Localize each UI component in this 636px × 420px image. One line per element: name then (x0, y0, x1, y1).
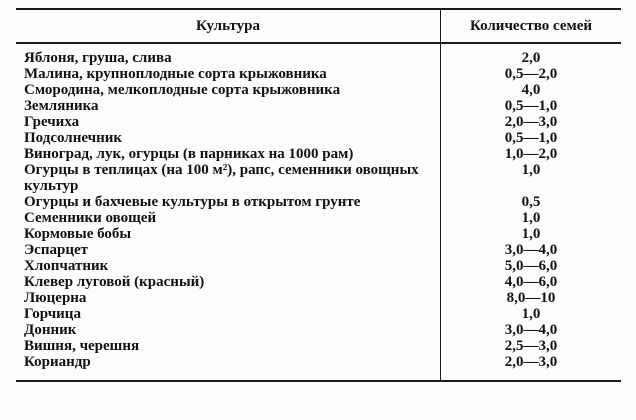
culture-cell: Донник (16, 322, 441, 338)
amount-cell: 4,0—6,0 (504, 274, 558, 290)
amount-cell: 2,5—3,0 (504, 338, 558, 354)
amount-cell: 3,0—4,0 (504, 242, 558, 258)
table-row (16, 130, 621, 146)
culture-cell: Подсолнечник (16, 130, 441, 146)
amount-cell: 0,5—2,0 (504, 66, 558, 82)
culture-cell: Гречиха (16, 114, 441, 130)
amount-cell: 1,0—2,0 (504, 146, 558, 162)
table-row (16, 322, 621, 338)
amount-cell: 2,0—3,0 (504, 114, 558, 130)
culture-cell: Клевер луговой (красный) (16, 274, 441, 290)
table-row (16, 242, 621, 258)
amount-cell: 2,0 (521, 50, 541, 66)
table-row (16, 258, 621, 274)
culture-cell: Виноград, лук, огурцы (в парниках на 1000 рам) (16, 146, 441, 162)
header-amount: Количество семей (441, 9, 622, 43)
amount-cell: 4,0 (521, 82, 541, 98)
culture-cell: Огурцы и бахчевые культуры в открытом грунте (16, 194, 441, 210)
table-row (16, 210, 621, 226)
culture-cell: Эспарцет (16, 242, 441, 258)
culture-cell: Семенники овощей (16, 210, 441, 226)
culture-cell: Кормовые бобы (16, 226, 441, 242)
amount-cell: 5,0—6,0 (504, 258, 558, 274)
culture-cell: Вишня, черешня (16, 338, 441, 354)
culture-cell: Кориандр (16, 354, 441, 381)
amount-cell: 3,0—4,0 (504, 322, 558, 338)
culture-cell: Яблоня, груша, слива (16, 43, 441, 66)
table-row (16, 338, 621, 354)
amount-cell: 0,5 (521, 194, 541, 210)
amount-cell: 8,0—10 (506, 290, 556, 306)
table-row (16, 162, 621, 194)
table-row (16, 146, 621, 162)
table-header-row (16, 9, 621, 43)
table-row (16, 82, 621, 98)
culture-cell: Люцерна (16, 290, 441, 306)
amount-cell: 1,0 (521, 210, 541, 226)
table-row (16, 274, 621, 290)
table-row (16, 354, 621, 381)
amount-cell: 0,5—1,0 (504, 98, 558, 114)
table-row (16, 98, 621, 114)
culture-cell: Земляника (16, 98, 441, 114)
culture-cell: Хлопчатник (16, 258, 441, 274)
table-row (16, 66, 621, 82)
table-row (16, 114, 621, 130)
amount-cell: 2,0—3,0 (504, 354, 558, 370)
culture-cell: Огурцы в теплицах (на 100 м²), рапс, семенники овощных культур (16, 162, 441, 194)
seed-table (16, 8, 621, 382)
culture-cell: Малина, крупноплодные сорта крыжовника (16, 66, 441, 82)
culture-cell: Смородина, мелкоплодные сорта крыжовника (16, 82, 441, 98)
amount-cell: 0,5—1,0 (504, 130, 558, 146)
amount-cell: 1,0 (521, 162, 541, 178)
amount-cell: 1,0 (521, 226, 541, 242)
table-row (16, 290, 621, 306)
table-row (16, 306, 621, 322)
amount-cell: 1,0 (521, 306, 541, 322)
table-row (16, 43, 621, 66)
table-row (16, 226, 621, 242)
culture-cell: Горчица (16, 306, 441, 322)
header-culture: Культура (16, 9, 441, 43)
table-row (16, 194, 621, 210)
